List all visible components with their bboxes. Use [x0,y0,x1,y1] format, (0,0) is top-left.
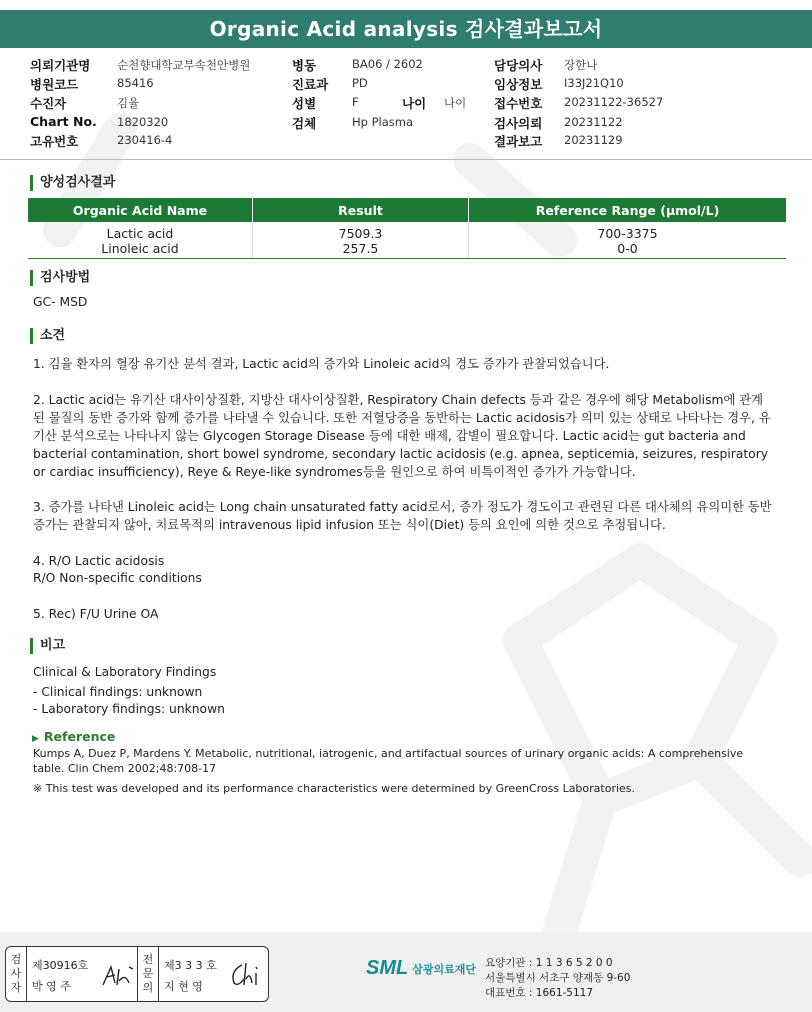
results-table [28,198,786,259]
examiner-name: 박 영 주 [32,980,71,993]
developer-note: ※ This test was developed and its performance characteristics were determined by GreenCross Laboratories. [33,782,636,795]
sml-logo: SML [366,957,409,979]
triangle-right-icon: ▶ [32,734,39,744]
cell-range: 700-3375 [597,226,658,241]
label-report-date: 결과보고 [494,134,543,149]
specialist-signature [228,959,264,991]
examiner-char-3: 자 [10,981,22,994]
value-receipt-no: 20231122-36527 [564,95,664,109]
value-patient: 김율 [117,96,140,110]
label-receipt-no: 접수번호 [494,96,543,111]
remarks-title: 비고 [30,638,65,654]
examiner-char-2: 사 [10,967,22,980]
value-ward: BA06 / 2602 [352,57,423,71]
cell-result: 257.5 [253,241,469,259]
reference-title-text: Reference [43,729,116,744]
value-sex: F [352,95,359,109]
col-header-name: Organic Acid Name [28,198,253,222]
value-department: PD [352,76,368,90]
findings-paragraph-4b: R/O Non-specific conditions [33,571,202,585]
cell-range: 0-0 [469,241,787,259]
examiner-char-1: 검 [10,953,22,966]
value-request-date: 20231122 [564,115,623,129]
remarks-line-2: - Clinical findings: unknown [33,685,203,699]
value-report-date: 20231129 [564,133,623,147]
value-chart-no: 1820320 [117,115,169,129]
method-value: GC- MSD [33,295,88,309]
organization-name: 삼광의료재단 [412,962,476,976]
specialist-char-1: 전 [142,953,154,966]
value-hospital-code: 85416 [117,76,154,90]
specialist-license-no: 제3 3 3 호 [164,959,217,972]
label-request-date: 검사의뢰 [494,116,543,131]
method-title: 검사방법 [30,270,90,286]
cell-acid-name: Linoleic acid [28,241,253,259]
remarks-line-3: - Laboratory findings: unknown [33,702,225,716]
findings-title: 소견 [30,328,65,344]
value-specimen: Hp Plasma [352,115,414,129]
specialist-vertical-label [137,947,159,1001]
reference-title [32,729,115,744]
value-requesting-institution: 순천향대학교부속천안병원 [117,58,251,72]
label-chart-no: Chart No. [30,114,97,129]
divider [0,159,812,160]
col-header-result: Result [253,198,469,222]
cell-acid-name: Lactic acid [28,222,253,241]
specialist-char-3: 의 [142,981,154,994]
organization-info [485,956,630,1001]
specialist-char-2: 문 [142,967,154,980]
value-unique-no: 230416-4 [117,133,173,147]
value-clinical-info: I33J21Q10 [564,76,624,90]
value-physician: 장한나 [564,58,598,72]
label-unique-no: 고유번호 [30,134,79,149]
label-physician: 담당의사 [494,58,543,73]
table-row [28,222,786,241]
findings-paragraph-3: 3. 증가를 나타낸 Linoleic acid는 Long chain unsaturated fatty acid로서, 증가 정도가 경도이고 관련된 다른 대사체의 유의미한 동반 증가는 관찰되지 않아, 치료목적의 intravenous lipid infusion 또는 식이(Diet) 등의 요인에 의한 것으로 추정됩니다. [33,500,772,532]
cell-result: 7509.3 [253,222,469,241]
table-row [28,241,786,259]
label-age: 나이 [402,96,427,111]
label-patient: 수진자 [30,96,67,111]
reference-text: Kumps A, Duez P, Mardens Y. Metabolic, nutritional, iatrogenic, and artifactual sources of urinary organic acids: A comprehensive table. Clin Chem 2002;48:708-17 [33,747,744,775]
label-clinical-info: 임상정보 [494,77,543,92]
organization-logo [366,957,476,980]
label-requesting-institution: 의뢰기관명 [30,58,91,73]
examiner-signature [99,961,135,991]
findings-paragraph-4a: 4. R/O Lactic acidosis [33,554,165,568]
label-department: 진료과 [292,77,329,92]
label-ward: 병동 [292,58,317,73]
value-age: 나이 [444,96,467,110]
report-title: Organic Acid analysis 검사결과보고서 [0,10,812,48]
positive-results-title: 양성검사결과 [30,175,115,191]
col-header-range: Reference Range (μmol/L) [469,198,787,222]
label-sex: 성별 [292,96,317,111]
examiner-license-no: 제30916호 [32,959,89,972]
label-specimen: 검체 [292,116,317,131]
org-code: 요양기관 : 1 1 3 6 5 2 0 0 [485,957,613,969]
remarks-line-1: Clinical & Laboratory Findings [33,665,217,679]
signature-box [5,946,269,1002]
findings-paragraph-2: 2. Lactic acid는 유기산 대사이상질환, 지방산 대사이상질환, Respiratory Chain defects 등과 같은 경우에 해당 Metabolism에 관계된 물질의 동반 증가와 함께 증가를 나타낼 수 있습니다. 또한 저혈당증을 동반하는 Lactic acidosis가 의미 있는 상태로 나타나는 경우, 유기산 분석으로는 나타나지 않는 Glycogen Storage Disease 등에 대한 배제, 감별이 필요합니다. Lactic acid는 gut bacteria and bacterial contamination, short bowel syndrome, secondary lactic acidosis (e.g. apnea, septicemia, seizures, respiratory or cardiac insufficiency), Reye & Reye-like syndromes등을 원인으로 하여 비특이적인 증가가 가능합니다. [33,393,771,479]
label-hospital-code: 병원코드 [30,77,79,92]
findings-paragraph-5: 5. Rec) F/U Urine OA [33,607,159,621]
org-address: 서울특별시 서초구 양재동 9-60 [485,972,631,984]
specialist-name: 지 현 영 [164,980,203,993]
examiner-vertical-label [6,947,27,1001]
org-phone: 대표번호 : 1661-5117 [485,987,594,999]
findings-paragraph-1: 1. 김율 환자의 혈장 유기산 분석 결과, Lactic acid의 증가와 Linoleic acid의 경도 증가가 관찰되었습니다. [33,357,610,371]
